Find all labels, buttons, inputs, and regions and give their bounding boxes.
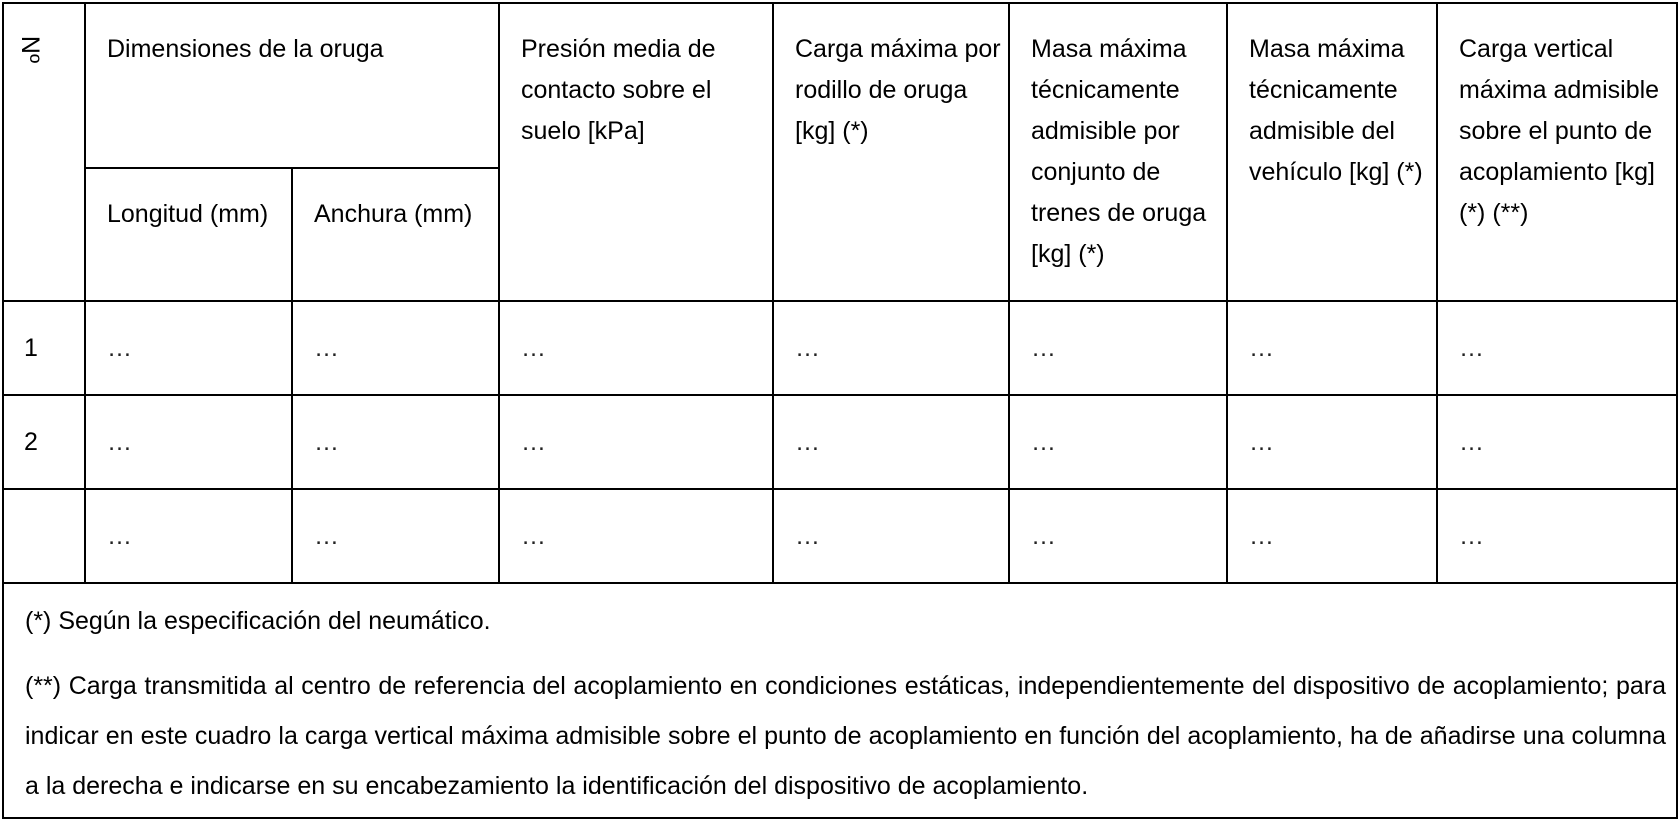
number-column-header (3, 3, 85, 301)
max-mass-track-set-header: Masa máxima técnicamente admisible por conjunto de trenes de oruga [kg] (*) (1009, 3, 1227, 301)
number-header-label: Nº (16, 35, 45, 64)
max-vertical-load-header: Carga vertical máxima admisible sobre el punto de acoplamiento [kg] (*) (**) (1437, 3, 1677, 301)
notes-cell (3, 583, 1677, 818)
length-cell: … (85, 489, 292, 583)
header-row (3, 3, 1677, 168)
dimensions-group-header: Dimensiones de la oruga (85, 3, 499, 168)
pressure-cell: … (499, 489, 773, 583)
max-mass-vehicle-cell: … (1227, 301, 1437, 395)
width-cell: … (292, 395, 499, 489)
length-cell: … (85, 395, 292, 489)
pressure-header: Presión media de contacto sobre el suelo [kPa] (499, 3, 773, 301)
table-row (3, 395, 1677, 489)
max-vertical-load-cell: … (1437, 489, 1677, 583)
width-header: Anchura (mm) (292, 168, 499, 301)
length-header: Longitud (mm) (85, 168, 292, 301)
max-vertical-load-cell: … (1437, 395, 1677, 489)
width-cell: … (292, 301, 499, 395)
max-load-roller-cell: … (773, 301, 1009, 395)
max-mass-vehicle-cell: … (1227, 489, 1437, 583)
max-mass-track-set-cell: … (1009, 489, 1227, 583)
max-load-roller-cell: … (773, 395, 1009, 489)
max-mass-track-set-cell: … (1009, 395, 1227, 489)
footnote-2: (**) Carga transmitida al centro de referencia del acoplamiento en condiciones estáticas, independientemente del dispositivo de acoplamiento; para indicar en este cuadro la carga vertical máxima admisible sobre el punto de acoplamiento en función del acoplamiento, ha de añadirse una columna a la derecha e indicarse en su encabezamiento la identificación del dispositivo de acoplamiento. (25, 672, 1666, 800)
row-number (3, 489, 85, 583)
max-mass-track-set-cell: … (1009, 301, 1227, 395)
notes-row (3, 583, 1677, 818)
max-mass-vehicle-cell: … (1227, 395, 1437, 489)
max-vertical-load-cell: … (1437, 301, 1677, 395)
max-mass-vehicle-header: Masa máxima técnicamente admisible del vehículo [kg] (*) (1227, 3, 1437, 301)
row-number: 2 (3, 395, 85, 489)
max-load-roller-cell: … (773, 489, 1009, 583)
max-load-roller-header: Carga máxima por rodillo de oruga [kg] (*) (773, 3, 1009, 301)
pressure-cell: … (499, 395, 773, 489)
footnote-1: (*) Según la especificación del neumático. (25, 607, 491, 635)
width-cell: … (292, 489, 499, 583)
track-specs-table (2, 2, 1678, 819)
table-row (3, 301, 1677, 395)
pressure-cell: … (499, 301, 773, 395)
length-cell: … (85, 301, 292, 395)
row-number: 1 (3, 301, 85, 395)
table-row (3, 489, 1677, 583)
